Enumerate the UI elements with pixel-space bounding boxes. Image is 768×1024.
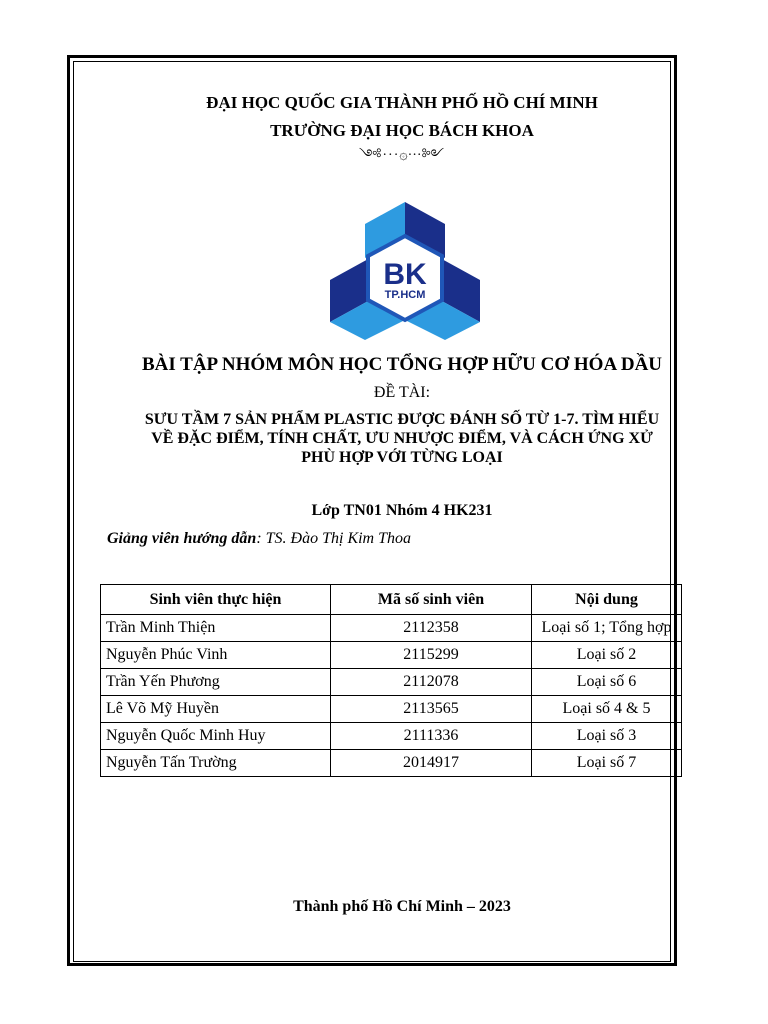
- city-year: Thành phố Hồ Chí Minh – 2023: [293, 898, 511, 915]
- supervisor-label: Giảng viên hướng dẫn: [107, 530, 257, 547]
- student-name: Trần Yến Phương: [101, 669, 331, 696]
- bk-logo: [330, 200, 480, 340]
- student-name: Nguyễn Tấn Trường: [101, 750, 331, 777]
- student-name: Lê Võ Mỹ Huyền: [101, 696, 331, 723]
- class-info: Lớp TN01 Nhóm 4 HK231: [311, 502, 493, 519]
- ornament-divider: ༺···۞···༻: [359, 148, 445, 163]
- supervisor-name: : TS. Đào Thị Kim Thoa: [256, 530, 412, 547]
- topic-line-3: PHÙ HỢP VỚI TỪNG LOẠI: [301, 449, 503, 466]
- topic-line-1: SƯU TẦM 7 SẢN PHẨM PLASTIC ĐƯỢC ĐÁNH SỐ TỪ 1-7. TÌM HIỂU: [144, 411, 660, 428]
- table-row: [101, 723, 682, 750]
- student-id: 2014917: [331, 750, 532, 777]
- student-id: 2111336: [331, 723, 532, 750]
- members-table: [100, 584, 682, 777]
- student-id: 2113565: [331, 696, 532, 723]
- topic-line-2: VỀ ĐẶC ĐIỂM, TÍNH CHẤT, ƯU NHƯỢC ĐIỂM, VÀ CÁCH ỨNG XỬ: [151, 430, 653, 447]
- student-id: 2112358: [331, 615, 532, 642]
- course-title: BÀI TẬP NHÓM MÔN HỌC TỔNG HỢP HỮU CƠ HÓA DẦU: [141, 354, 663, 375]
- table-row: [101, 615, 682, 642]
- topic-label: ĐỀ TÀI:: [373, 384, 431, 401]
- school-name: TRƯỜNG ĐẠI HỌC BÁCH KHOA: [270, 121, 534, 140]
- table-row: [101, 750, 682, 777]
- student-name: Nguyễn Phúc Vinh: [101, 642, 331, 669]
- university-name: ĐẠI HỌC QUỐC GIA THÀNH PHỐ HỒ CHÍ MINH: [206, 93, 598, 112]
- student-name: Nguyễn Quốc Minh Huy: [101, 723, 331, 750]
- student-id: 2115299: [331, 642, 532, 669]
- header-content: Nội dung: [532, 585, 682, 615]
- members-table-header: [101, 585, 682, 615]
- table-row: [101, 669, 682, 696]
- table-row: [101, 696, 682, 723]
- student-task: Loại số 2: [532, 642, 682, 669]
- student-task: Loại số 7: [532, 750, 682, 777]
- header-student: Sinh viên thực hiện: [101, 585, 331, 615]
- student-task: Loại số 3: [532, 723, 682, 750]
- student-task: Loại số 4 & 5: [532, 696, 682, 723]
- logo-text-main: BK: [383, 258, 427, 291]
- table-row: [101, 642, 682, 669]
- supervisor-line: [107, 529, 411, 549]
- student-name: Trần Minh Thiện: [101, 615, 331, 642]
- header-student-id: Mã số sinh viên: [331, 585, 532, 615]
- topic-title: [70, 410, 734, 467]
- student-task: Loại số 1; Tổng hợp: [532, 615, 682, 642]
- logo-text-sub: TP.HCM: [384, 289, 426, 301]
- student-task: Loại số 6: [532, 669, 682, 696]
- student-id: 2112078: [331, 669, 532, 696]
